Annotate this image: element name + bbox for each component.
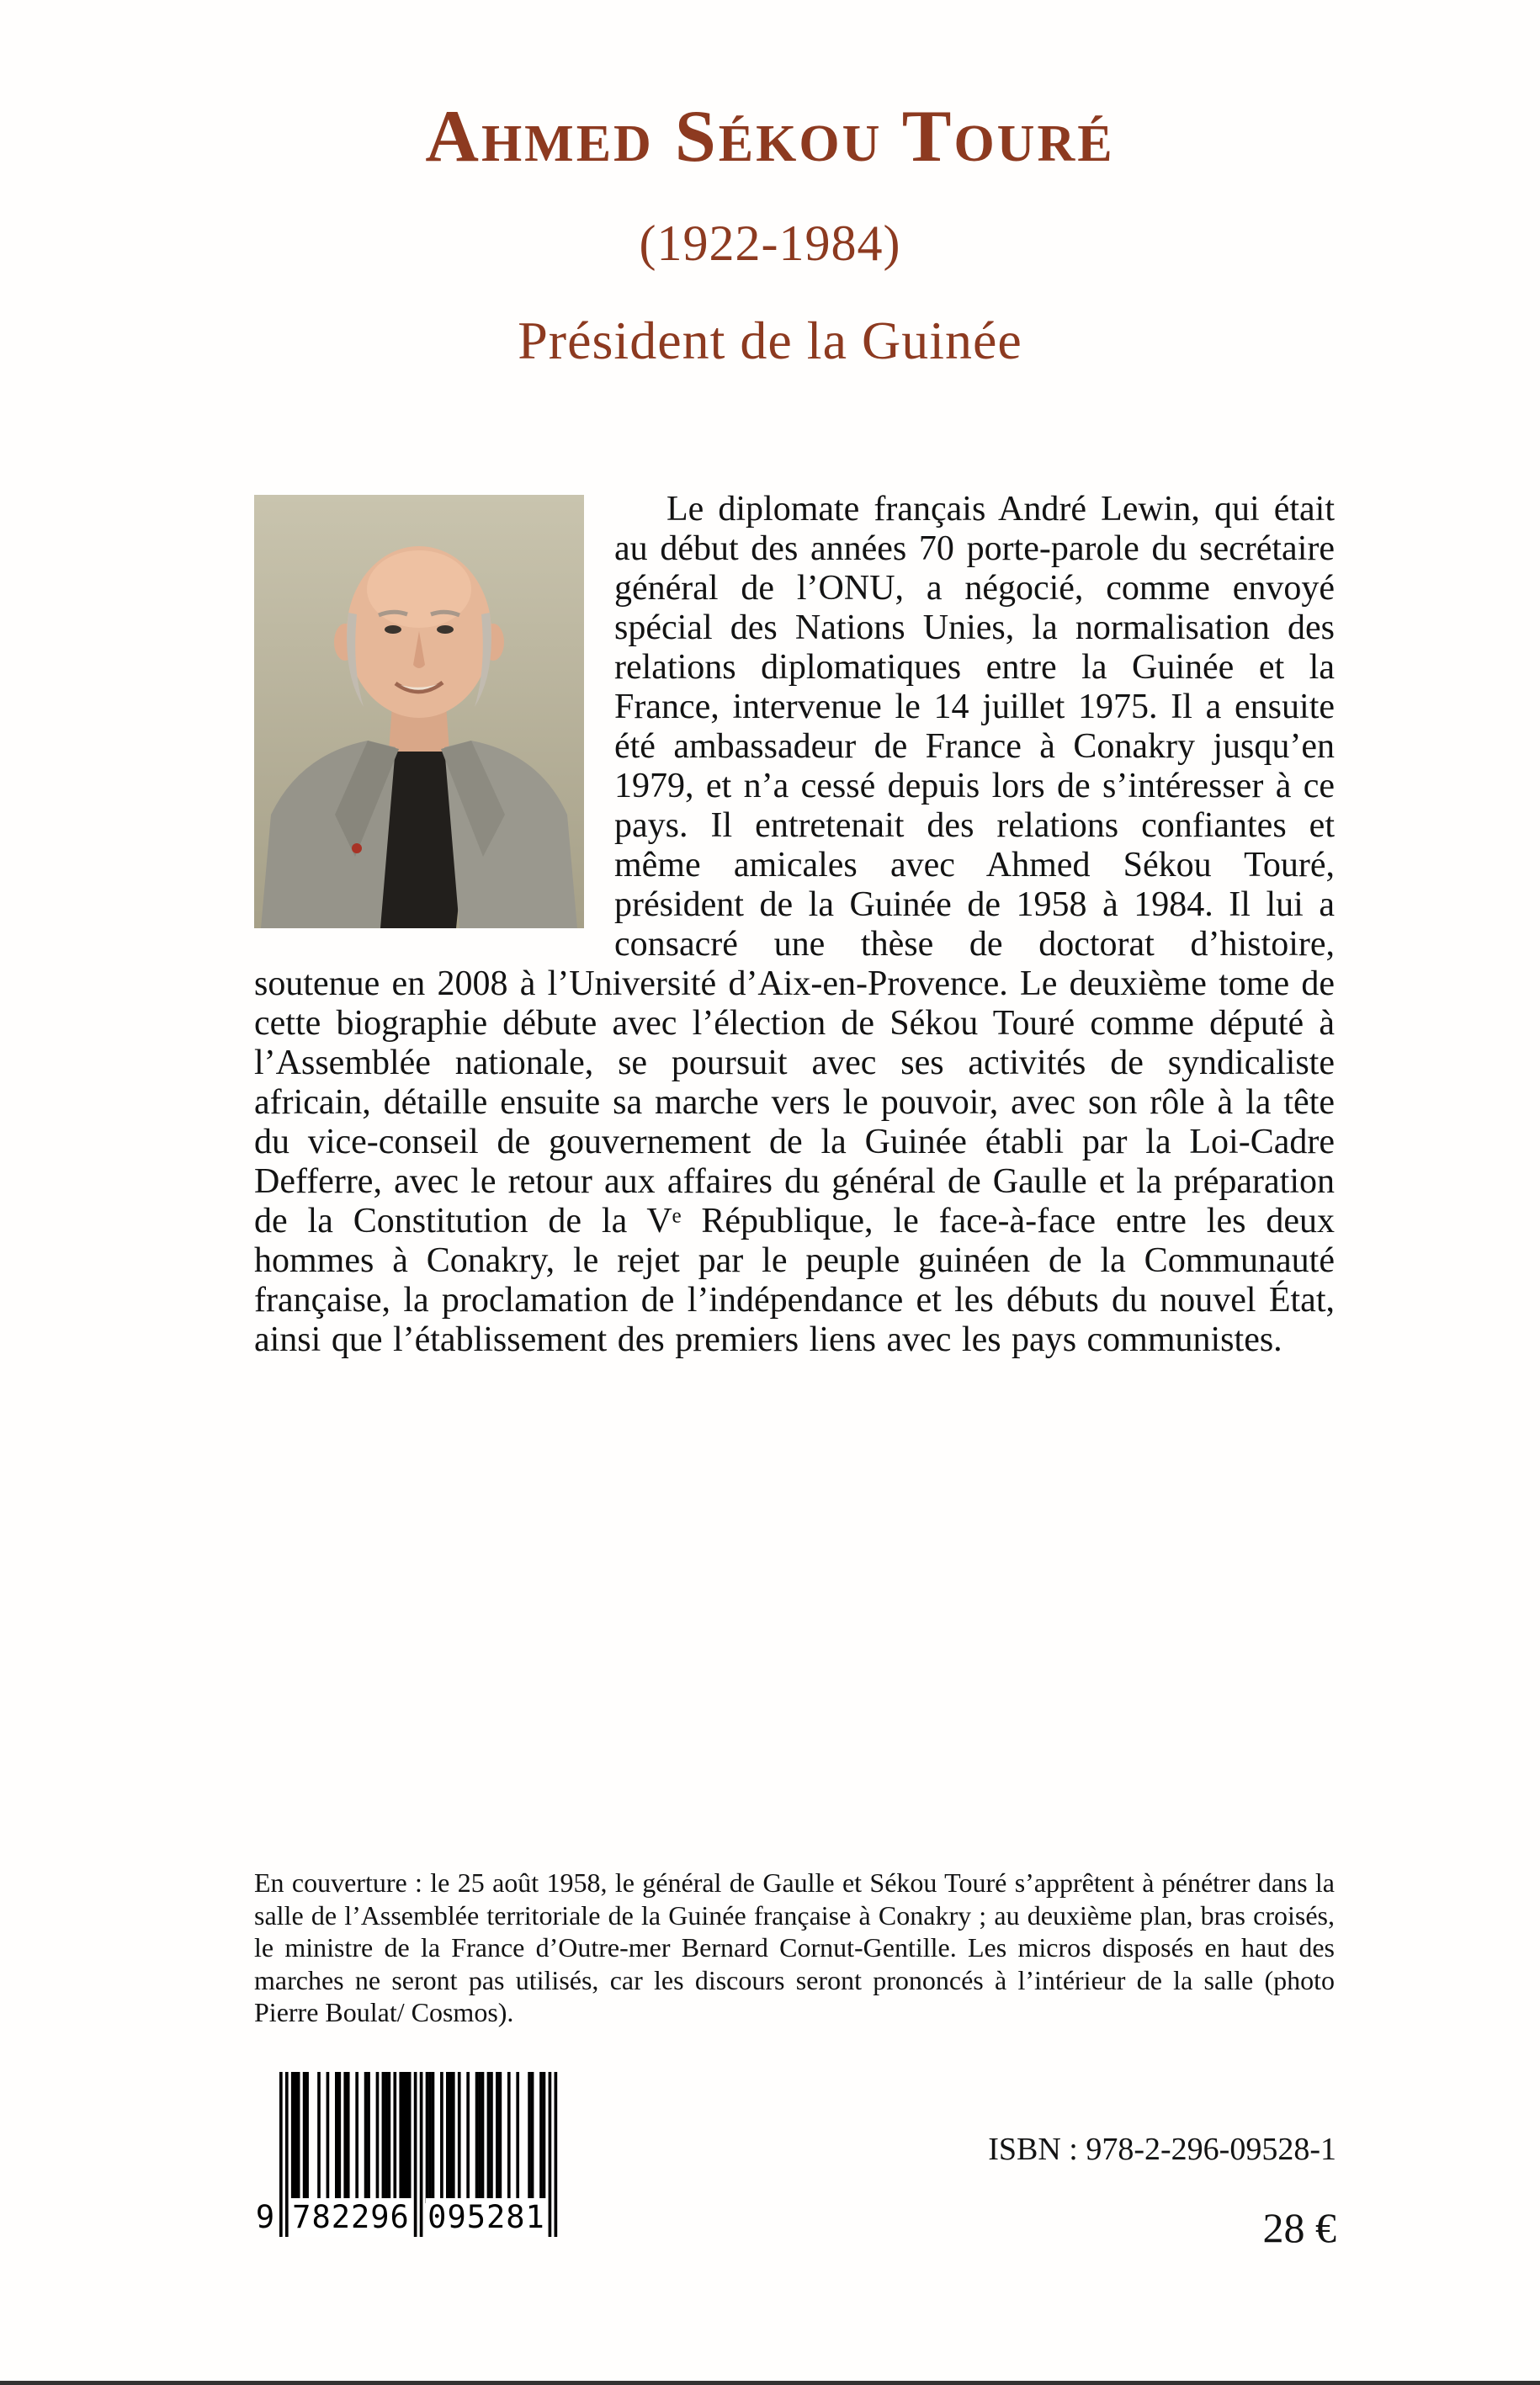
price-text: 28 € — [1262, 2204, 1336, 2251]
book-title: Ahmed Sékou Touré — [425, 96, 1115, 178]
barcode — [254, 2072, 559, 2240]
barcode-digits-left: 782296 — [289, 2198, 412, 2237]
synopsis-paragraph: Le diplomate français André Lewin, qui était au début des années 70 porte-parole du secrétaire général de l’ONU, a négocié, comme envoyé spécial des Nations Unies, la normalisation des relations diplomatiques entre la Guinée et la France, intervenue le 14 juillet 1975. Il a ensuite été ambassadeur de France à Conakry jusqu’en 1979, et n’a cessé depuis lors de s’intéresser à ce pays. Il entretenait des relations confiantes et même amicales avec Ahmed Sékou Touré, président de la Guinée de 1958 à 1984. Il lui a consacré une thèse de doctorat d’histoire, soutenue en 2008 à l’Université d’Aix-en-Provence. Le deuxième tome de cette biographie débute avec l’élection de Sékou Touré comme député à l’Assemblée nationale, se poursuit avec ses activités de syndicaliste africain, détaille ensuite sa marche vers le pouvoir, avec son rôle à la tête du vice-conseil de gouvernement de la Guinée établi par la Loi-Cadre Defferre, avec le retour aux affaires du général de Gaulle et la préparation de la Constitution de la Vᵉ République, le face-à-face entre les deux hommes à Conakry, le rejet par le peuple guinéen de la Communauté française, la proclamation de l’indépendance et les débuts du nouvel État, ainsi que l’établissement des premiers liens avec les pays communistes. — [254, 490, 1335, 1359]
book-subtitle: Président de la Guinée — [518, 311, 1022, 370]
author-portrait-photo — [254, 495, 584, 928]
portrait-illustration — [254, 495, 584, 928]
scan-bottom-edge — [0, 2381, 1540, 2385]
barcode-digits-right: 095281 — [426, 2198, 547, 2237]
synopsis-block — [254, 490, 1335, 1360]
isbn-price-block — [988, 2131, 1336, 2252]
book-years: (1922-1984) — [639, 215, 901, 271]
barcode-digit-lead: 9 — [255, 2199, 275, 2235]
cover-photo-caption: En couverture : le 25 août 1958, le général de Gaulle et Sékou Touré s’apprêtent à pénétrer dans la salle de l’Assemblée territoriale de la Guinée française à Conakry ; au deuxième plan, bras croisés, le ministre de la France d’Outre-mer Bernard Cornut-Gentille. Les micros disposés en haut des marches ne seront pas utilisés, car les discours seront prononcés à l’intérieur de la salle (photo Pierre Boulat/ Cosmos). — [254, 1867, 1335, 2027]
cover-header — [0, 94, 1540, 372]
isbn-text: ISBN : 978-2-296-09528-1 — [988, 2132, 1336, 2167]
